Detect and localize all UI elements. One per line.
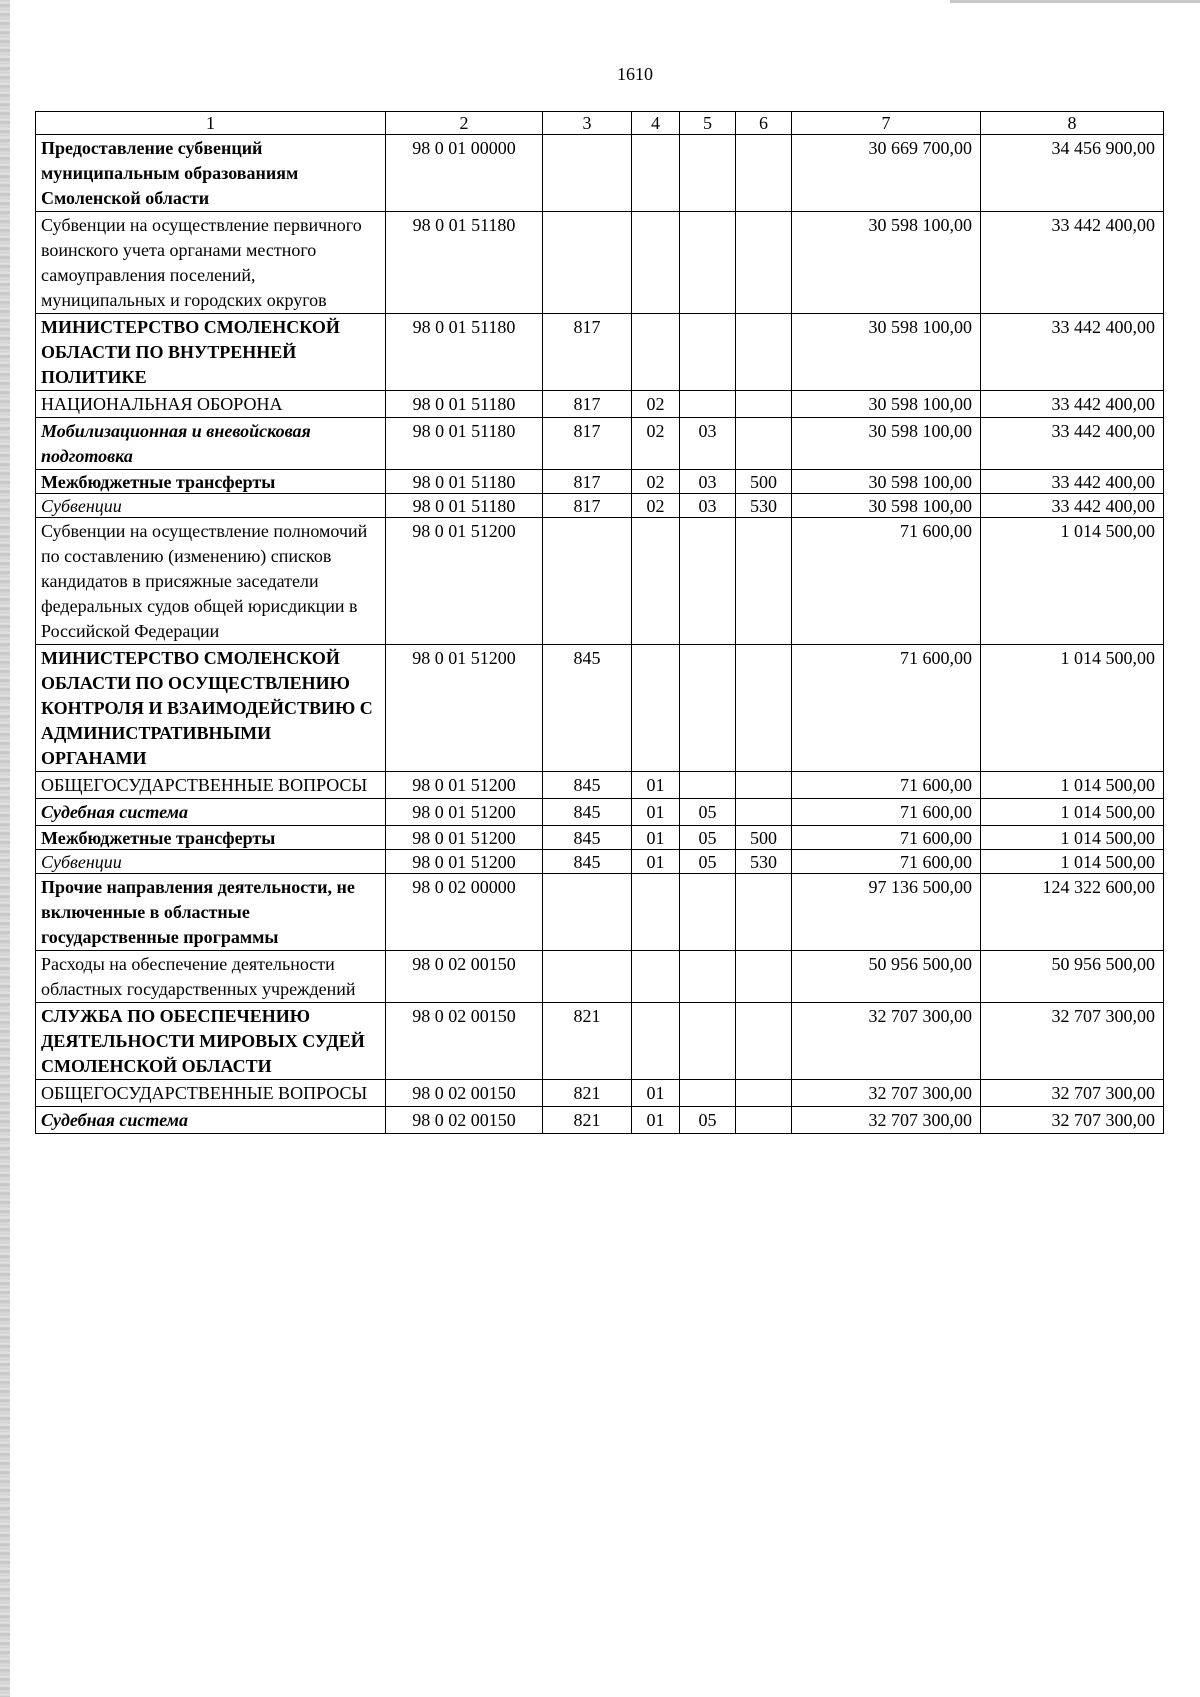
row-name: Межбюджетные трансферты: [36, 826, 386, 850]
row-subsection: [680, 951, 736, 1003]
row-expense-type: [736, 1107, 792, 1134]
row-amount-year1: 30 669 700,00: [792, 135, 981, 212]
row-subsection: 05: [680, 799, 736, 826]
row-name: СЛУЖБА ПО ОБЕСПЕЧЕНИЮ ДЕЯТЕЛЬНОСТИ МИРОВЫХ СУДЕЙ СМОЛЕНСКОЙ ОБЛАСТИ: [36, 1003, 386, 1080]
column-header: 2: [386, 112, 543, 135]
row-section: [632, 135, 680, 212]
row-section: [632, 314, 680, 391]
row-subsection: [680, 391, 736, 418]
table-row: [36, 645, 1164, 772]
scan-edge-left: [0, 0, 10, 1697]
row-amount-year2: 33 442 400,00: [981, 494, 1164, 518]
row-name: ОБЩЕГОСУДАРСТВЕННЫЕ ВОПРОСЫ: [36, 772, 386, 799]
row-subsection: [680, 1080, 736, 1107]
row-amount-year1: 71 600,00: [792, 826, 981, 850]
column-header: 4: [632, 112, 680, 135]
row-subsection: 03: [680, 494, 736, 518]
row-name: Субвенции: [36, 850, 386, 874]
row-expense-type: 530: [736, 850, 792, 874]
row-ministry-code: 817: [543, 391, 632, 418]
row-subsection: 03: [680, 470, 736, 494]
row-amount-year2: 33 442 400,00: [981, 391, 1164, 418]
row-subsection: [680, 212, 736, 314]
table-row: [36, 1080, 1164, 1107]
row-expense-type: [736, 314, 792, 391]
row-section: [632, 874, 680, 951]
column-header: 7: [792, 112, 981, 135]
row-amount-year2: 1 014 500,00: [981, 850, 1164, 874]
header-row: [36, 112, 1164, 135]
row-ministry-code: 821: [543, 1080, 632, 1107]
page-number: 1610: [617, 64, 653, 84]
row-amount-year2: 50 956 500,00: [981, 951, 1164, 1003]
row-section: 02: [632, 494, 680, 518]
row-name: МИНИСТЕРСТВО СМОЛЕНСКОЙ ОБЛАСТИ ПО ОСУЩЕСТВЛЕНИЮ КОНТРОЛЯ И ВЗАИМОДЕЙСТВИЮ С АДМИНИСТРАТИВНЫМИ ОРГАНАМИ: [36, 645, 386, 772]
row-ministry-code: 845: [543, 850, 632, 874]
row-target-article: 98 0 02 00150: [386, 1107, 543, 1134]
budget-table: [35, 111, 1164, 1134]
row-section: [632, 645, 680, 772]
row-ministry-code: [543, 951, 632, 1003]
table-row: [36, 418, 1164, 470]
row-ministry-code: 845: [543, 772, 632, 799]
table-row: [36, 518, 1164, 645]
row-amount-year1: 71 600,00: [792, 799, 981, 826]
row-expense-type: [736, 135, 792, 212]
row-amount-year1: 30 598 100,00: [792, 314, 981, 391]
table-row: [36, 135, 1164, 212]
row-name: Судебная система: [36, 799, 386, 826]
row-amount-year1: 30 598 100,00: [792, 391, 981, 418]
row-amount-year1: 32 707 300,00: [792, 1003, 981, 1080]
row-target-article: 98 0 01 51200: [386, 645, 543, 772]
row-ministry-code: 845: [543, 645, 632, 772]
row-expense-type: 530: [736, 494, 792, 518]
row-target-article: 98 0 01 51180: [386, 314, 543, 391]
row-amount-year2: 1 014 500,00: [981, 645, 1164, 772]
row-target-article: 98 0 02 00150: [386, 1003, 543, 1080]
row-amount-year2: 32 707 300,00: [981, 1080, 1164, 1107]
row-amount-year1: 30 598 100,00: [792, 494, 981, 518]
table-row: [36, 1107, 1164, 1134]
column-header: 5: [680, 112, 736, 135]
row-ministry-code: 817: [543, 494, 632, 518]
row-ministry-code: 817: [543, 470, 632, 494]
row-subsection: 05: [680, 1107, 736, 1134]
row-target-article: 98 0 01 51180: [386, 494, 543, 518]
row-expense-type: [736, 1080, 792, 1107]
table-row: [36, 391, 1164, 418]
row-amount-year1: 71 600,00: [792, 645, 981, 772]
column-header: 1: [36, 112, 386, 135]
row-target-article: 98 0 01 51180: [386, 470, 543, 494]
row-section: [632, 1003, 680, 1080]
row-name: Судебная система: [36, 1107, 386, 1134]
row-target-article: 98 0 01 51180: [386, 212, 543, 314]
row-amount-year2: 33 442 400,00: [981, 470, 1164, 494]
row-section: 02: [632, 391, 680, 418]
row-section: [632, 212, 680, 314]
row-name: Субвенции на осуществление первичного воинского учета органами местного самоуправления поселений, муниципальных и городских округов: [36, 212, 386, 314]
row-amount-year2: 1 014 500,00: [981, 799, 1164, 826]
row-amount-year2: 32 707 300,00: [981, 1107, 1164, 1134]
row-section: 01: [632, 1107, 680, 1134]
row-amount-year1: 32 707 300,00: [792, 1107, 981, 1134]
row-expense-type: 500: [736, 470, 792, 494]
row-amount-year1: 97 136 500,00: [792, 874, 981, 951]
row-expense-type: [736, 772, 792, 799]
column-header: 6: [736, 112, 792, 135]
row-expense-type: [736, 645, 792, 772]
row-name: НАЦИОНАЛЬНАЯ ОБОРОНА: [36, 391, 386, 418]
row-subsection: [680, 518, 736, 645]
row-expense-type: [736, 418, 792, 470]
table-row: [36, 470, 1164, 494]
row-expense-type: [736, 1003, 792, 1080]
row-expense-type: [736, 518, 792, 645]
row-name: Субвенции: [36, 494, 386, 518]
row-target-article: 98 0 01 51200: [386, 850, 543, 874]
row-ministry-code: 821: [543, 1107, 632, 1134]
row-amount-year2: 1 014 500,00: [981, 826, 1164, 850]
table-row: [36, 951, 1164, 1003]
row-amount-year1: 30 598 100,00: [792, 470, 981, 494]
row-amount-year2: 32 707 300,00: [981, 1003, 1164, 1080]
row-expense-type: [736, 874, 792, 951]
row-ministry-code: [543, 518, 632, 645]
column-header: 8: [981, 112, 1164, 135]
row-target-article: 98 0 01 51200: [386, 799, 543, 826]
row-amount-year1: 71 600,00: [792, 772, 981, 799]
row-subsection: 05: [680, 850, 736, 874]
table-row: [36, 850, 1164, 874]
row-name: Прочие направления деятельности, не включенные в областные государственные программы: [36, 874, 386, 951]
table-row: [36, 799, 1164, 826]
row-expense-type: [736, 212, 792, 314]
row-ministry-code: [543, 874, 632, 951]
row-ministry-code: 845: [543, 799, 632, 826]
row-amount-year1: 50 956 500,00: [792, 951, 981, 1003]
row-target-article: 98 0 01 51200: [386, 772, 543, 799]
row-expense-type: [736, 951, 792, 1003]
row-amount-year1: 71 600,00: [792, 850, 981, 874]
row-amount-year2: 34 456 900,00: [981, 135, 1164, 212]
row-section: 01: [632, 1080, 680, 1107]
column-header: 3: [543, 112, 632, 135]
row-ministry-code: 817: [543, 418, 632, 470]
table-row: [36, 1003, 1164, 1080]
row-target-article: 98 0 01 51180: [386, 418, 543, 470]
table-row: [36, 494, 1164, 518]
row-amount-year1: 71 600,00: [792, 518, 981, 645]
row-amount-year1: 30 598 100,00: [792, 418, 981, 470]
table-row: [36, 772, 1164, 799]
row-target-article: 98 0 02 00000: [386, 874, 543, 951]
table-row: [36, 874, 1164, 951]
row-target-article: 98 0 01 51200: [386, 826, 543, 850]
row-amount-year2: 124 322 600,00: [981, 874, 1164, 951]
row-section: 01: [632, 772, 680, 799]
row-ministry-code: 821: [543, 1003, 632, 1080]
row-amount-year2: 1 014 500,00: [981, 772, 1164, 799]
table-row: [36, 826, 1164, 850]
row-subsection: 03: [680, 418, 736, 470]
row-target-article: 98 0 01 00000: [386, 135, 543, 212]
row-ministry-code: 845: [543, 826, 632, 850]
row-name: Межбюджетные трансферты: [36, 470, 386, 494]
table-row: [36, 314, 1164, 391]
row-amount-year2: 33 442 400,00: [981, 418, 1164, 470]
row-ministry-code: [543, 212, 632, 314]
row-ministry-code: 817: [543, 314, 632, 391]
row-ministry-code: [543, 135, 632, 212]
row-subsection: [680, 135, 736, 212]
row-expense-type: [736, 799, 792, 826]
row-section: 01: [632, 850, 680, 874]
row-subsection: [680, 645, 736, 772]
row-section: 02: [632, 418, 680, 470]
row-target-article: 98 0 02 00150: [386, 951, 543, 1003]
table-row: [36, 212, 1164, 314]
row-name: Предоставление субвенций муниципальным образованиям Смоленской области: [36, 135, 386, 212]
row-section: 02: [632, 470, 680, 494]
row-subsection: [680, 314, 736, 391]
row-subsection: [680, 772, 736, 799]
row-expense-type: [736, 391, 792, 418]
row-section: [632, 951, 680, 1003]
row-amount-year1: 30 598 100,00: [792, 212, 981, 314]
row-expense-type: 500: [736, 826, 792, 850]
row-section: 01: [632, 826, 680, 850]
row-name: ОБЩЕГОСУДАРСТВЕННЫЕ ВОПРОСЫ: [36, 1080, 386, 1107]
row-subsection: 05: [680, 826, 736, 850]
row-amount-year2: 33 442 400,00: [981, 314, 1164, 391]
row-amount-year2: 1 014 500,00: [981, 518, 1164, 645]
row-amount-year1: 32 707 300,00: [792, 1080, 981, 1107]
row-subsection: [680, 874, 736, 951]
row-section: 01: [632, 799, 680, 826]
scan-edge-top: [950, 0, 1200, 3]
row-name: Мобилизационная и вневойсковая подготовка: [36, 418, 386, 470]
row-target-article: 98 0 02 00150: [386, 1080, 543, 1107]
row-name: МИНИСТЕРСТВО СМОЛЕНСКОЙ ОБЛАСТИ ПО ВНУТРЕННЕЙ ПОЛИТИКЕ: [36, 314, 386, 391]
row-amount-year2: 33 442 400,00: [981, 212, 1164, 314]
row-subsection: [680, 1003, 736, 1080]
row-target-article: 98 0 01 51180: [386, 391, 543, 418]
row-name: Расходы на обеспечение деятельности областных государственных учреждений: [36, 951, 386, 1003]
row-name: Субвенции на осуществление полномочий по составлению (изменению) списков кандидатов в присяжные заседатели федеральных судов общей юрисдикции в Российской Федерации: [36, 518, 386, 645]
row-section: [632, 518, 680, 645]
row-target-article: 98 0 01 51200: [386, 518, 543, 645]
